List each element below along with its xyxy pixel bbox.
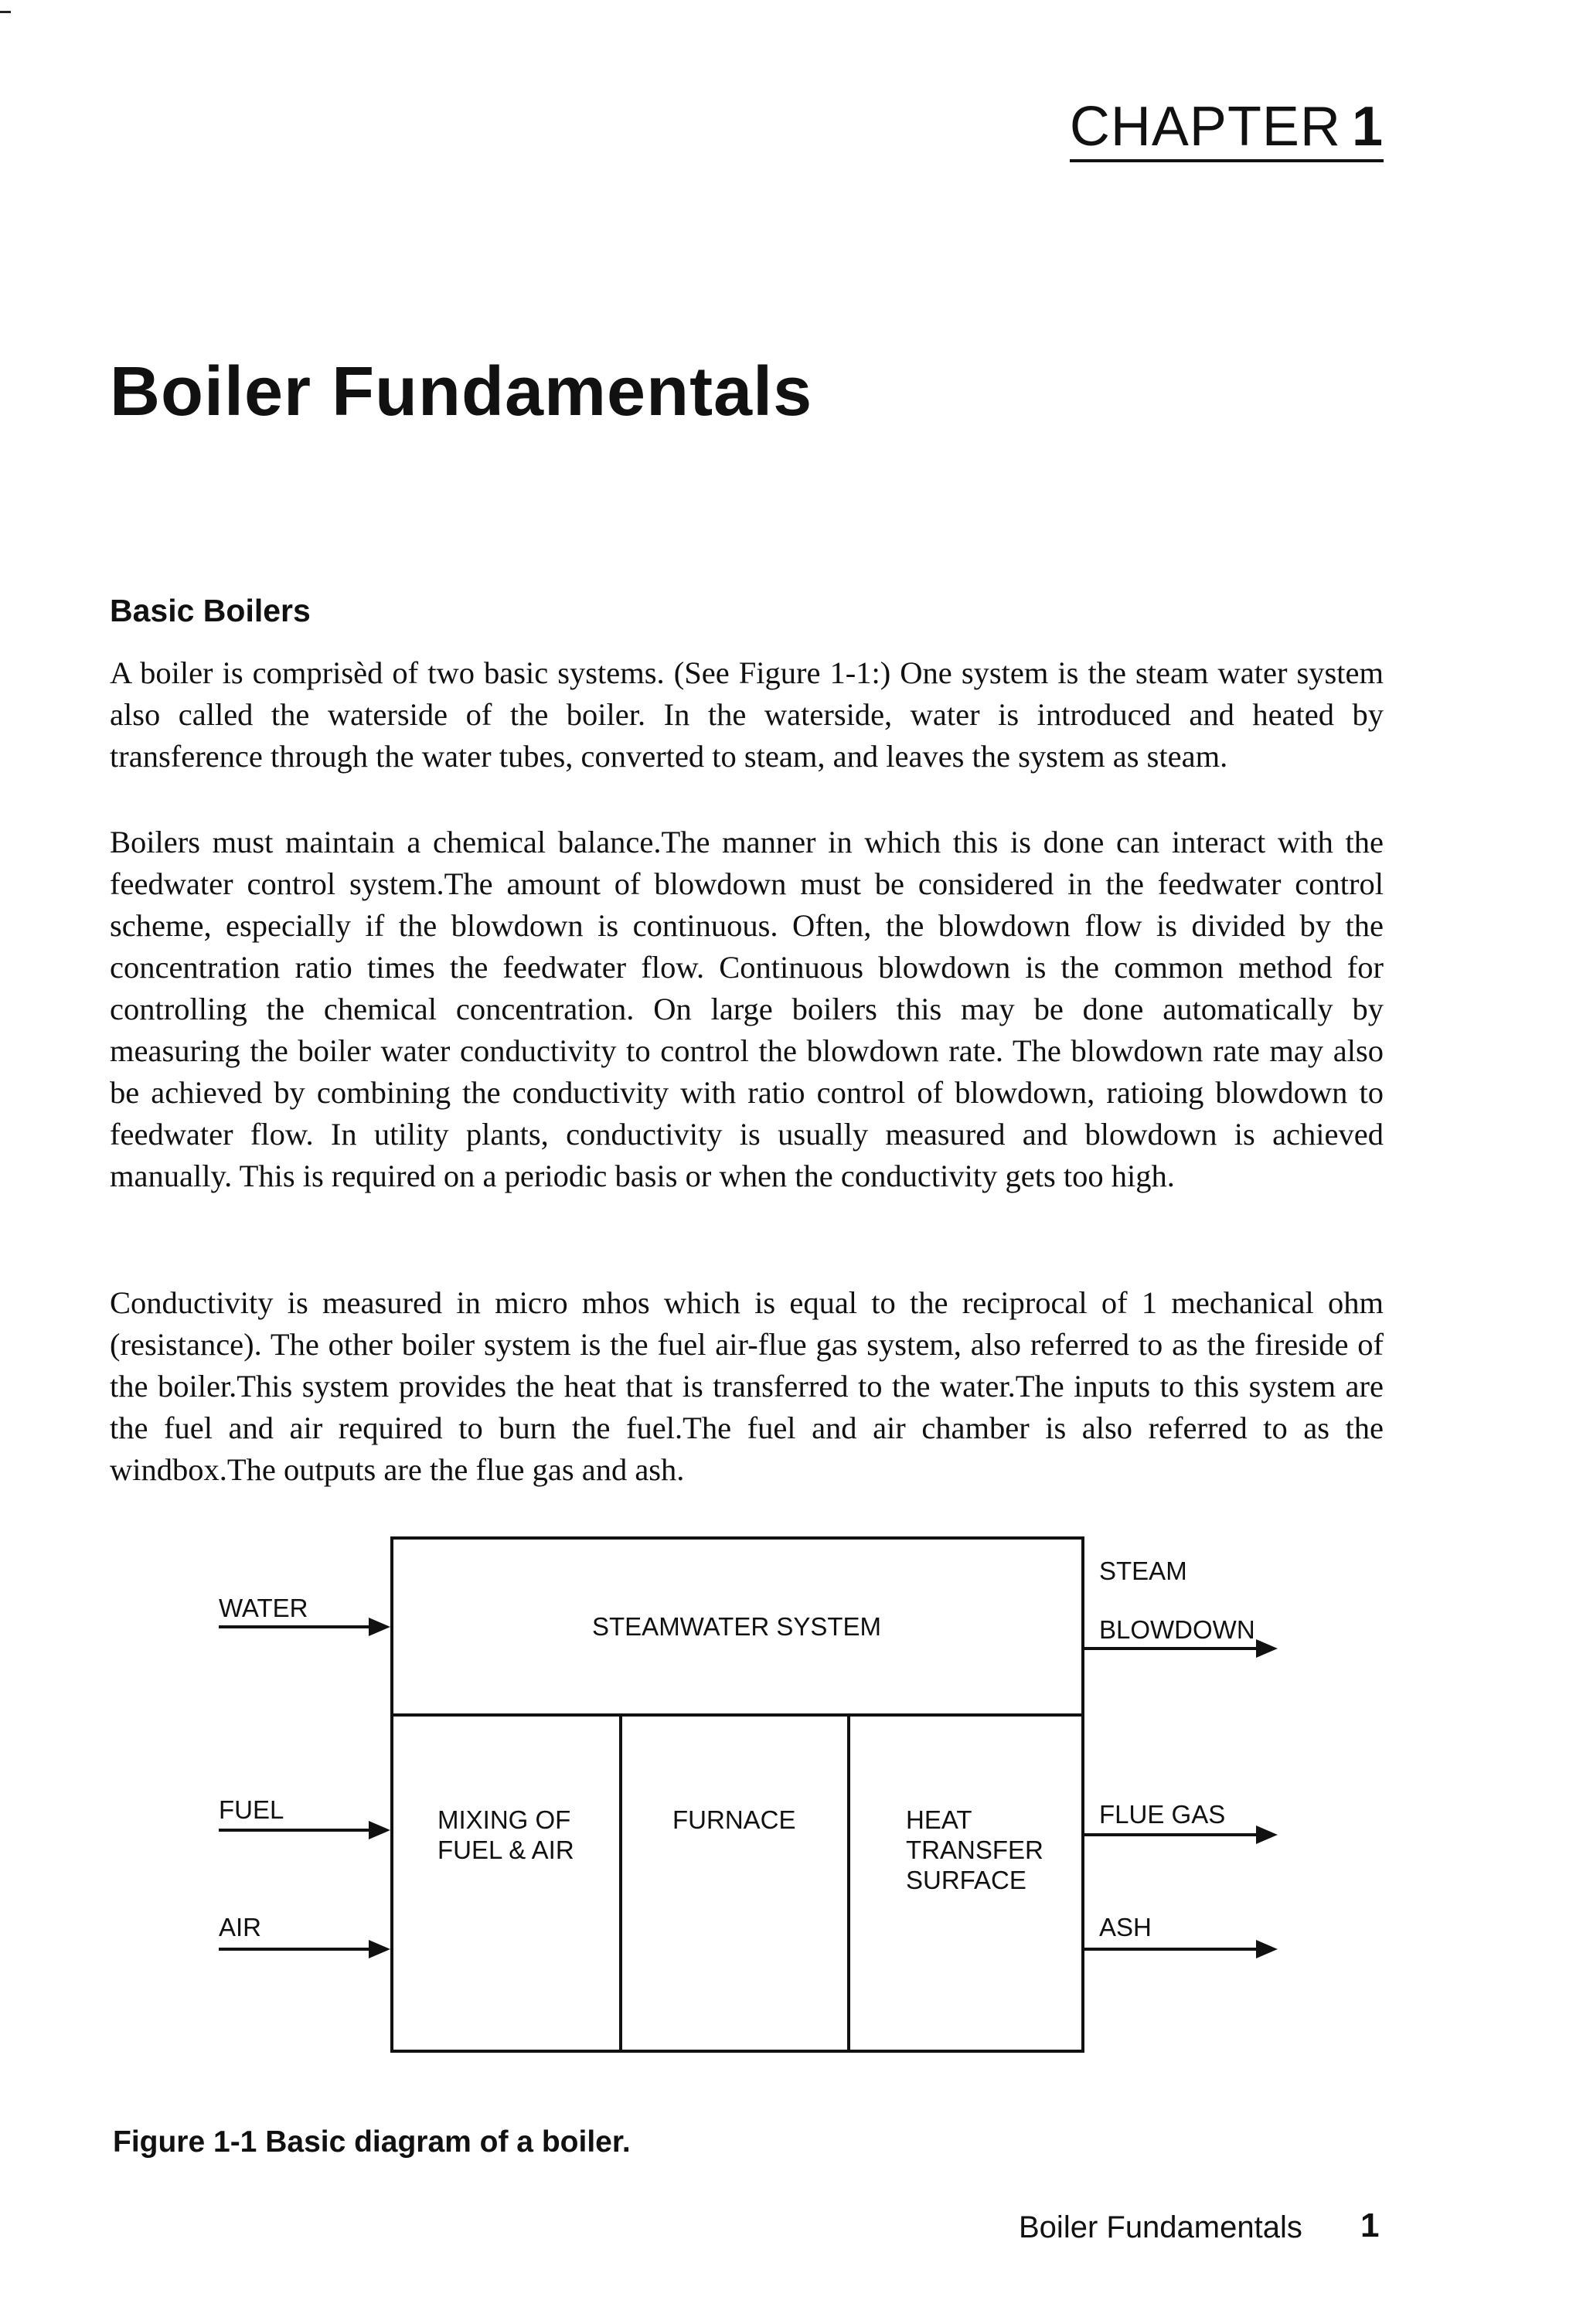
air-arrowhead [369,1940,390,1958]
heat-transfer-line-2: TRANSFER [906,1836,1043,1864]
steamwater-system-label: STEAMWATER SYSTEM [592,1612,882,1641]
chapter-label [1069,96,1384,162]
paragraph-3: Conductivity is measured in micro mhos which is equal to the reciprocal of 1 mechanical ohm (resistance). The other boiler system is the fuel air-flue gas system, also referred to as the fireside of the boiler.This system provides the heat that is transferred to the water.The inputs to this system are the fuel and air required to burn the fuel.The fuel and air chamber is also referred to as the windbox.The outputs are the flue gas and ash. [110,1285,1384,1487]
chapter-number: 1 [1351,96,1384,158]
paragraph-2: Boilers must maintain a chemical balance.The manner in which this is done can interact with the feedwater control system.The amount of blowdown must be considered in the feedwater control scheme, especially if the blowdown is continuous. Often, the blowdown flow is divided by the concentration ratio times the feedwater flow. Continuous blowdown is the common method for controlling the chemical concentration. On large boilers this may be done automatically by measuring the boiler water conductivity to control the blowdown rate. The blowdown rate may also be achieved by combining the conductivity with ratio control of blowdown, ratioing blowdown to feedwater flow. In utility plants, conductivity is usually measured and blowdown is achieved manually. This is required on a periodic basis or when the conductivity gets too high. [110,825,1384,1193]
paragraph-1: A boiler is comprisèd of two basic systems. (See Figure 1-1:) One system is the steam water system also called the waterside of the boiler. In the waterside, water is introduced and heated by transference through the water tubes, converted to steam, and leaves the system as steam. [110,655,1384,774]
water-label: WATER [219,1594,308,1622]
ash-arrowhead [1256,1940,1278,1958]
page-number: 1 [1360,2207,1380,2244]
air-label: AIR [219,1913,262,1941]
section-heading: Basic Boilers [110,593,311,628]
flue-gas-label: FLUE GAS [1099,1800,1226,1829]
mixing-label-line-2: FUEL & AIR [437,1836,574,1864]
heat-transfer-line-3: SURFACE [906,1866,1026,1894]
flue-gas-arrowhead [1256,1826,1278,1844]
scan-edge-mark [0,11,11,13]
fuel-label: FUEL [219,1795,284,1824]
figure-caption: Figure 1-1 Basic diagram of a boiler. [113,2125,631,2159]
fuel-arrowhead [369,1821,390,1839]
chapter-word: CHAPTER [1069,96,1341,158]
furnace-label: FURNACE [672,1805,796,1834]
running-footer-title: Boiler Fundamentals [1019,2210,1302,2244]
boiler-outer-box [392,1538,1083,2051]
mixing-label-line-1: MIXING OF [437,1805,571,1834]
ash-label: ASH [1099,1913,1152,1941]
heat-transfer-line-1: HEAT [906,1805,972,1834]
blowdown-label: BLOWDOWN [1099,1615,1255,1644]
steam-label: STEAM [1099,1557,1187,1585]
blowdown-arrowhead [1256,1639,1278,1658]
chapter-title: Boiler Fundamentals [110,353,813,430]
water-arrowhead [369,1618,390,1636]
